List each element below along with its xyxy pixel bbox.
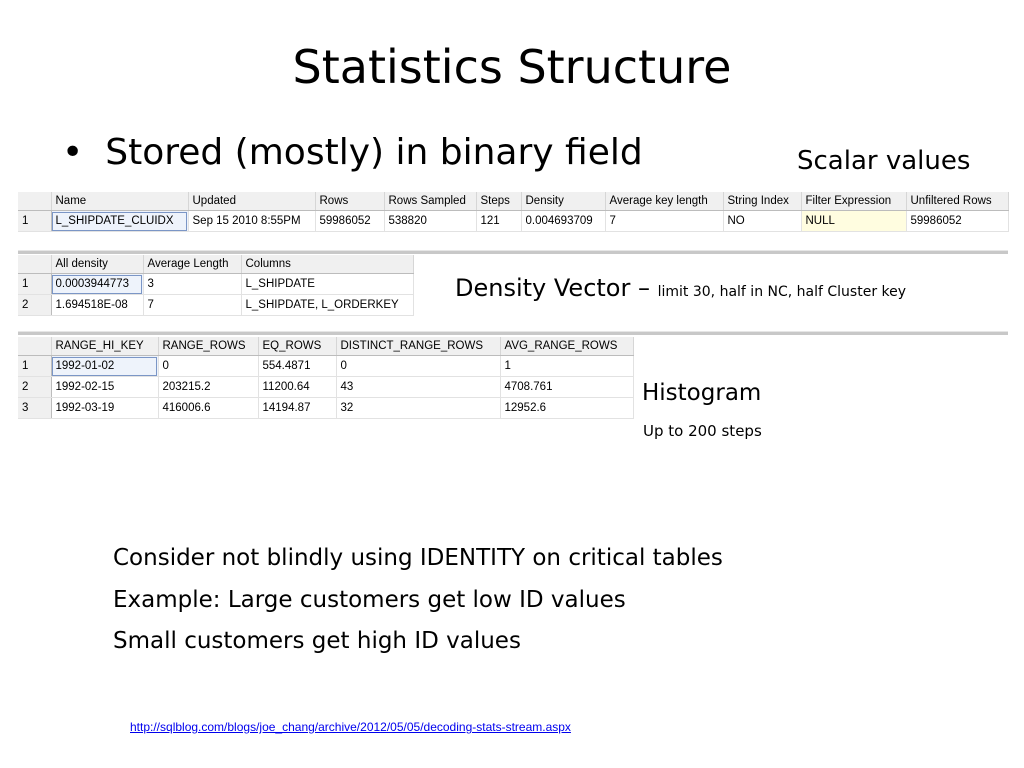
row-number[interactable]: 2 [18, 377, 51, 398]
table-row [18, 274, 413, 295]
source-link[interactable]: http://sqlblog.com/blogs/joe_chang/archive/2012/05/05/decoding-stats-stream.aspx [130, 720, 571, 734]
column-header[interactable]: Steps [476, 192, 521, 211]
grid-cell[interactable]: 203215.2 [158, 377, 258, 398]
density-vector-note: limit 30, half in NC, half Cluster key [657, 284, 907, 300]
grid-cell[interactable]: NULL [801, 211, 906, 232]
grid-cell[interactable]: 416006.6 [158, 398, 258, 419]
scalar-values-grid [18, 192, 1009, 232]
density-vector-grid [18, 255, 414, 316]
grid-cell[interactable]: 59986052 [906, 211, 1008, 232]
grid-cell[interactable]: 121 [476, 211, 521, 232]
grid-cell[interactable]: 7 [143, 295, 241, 316]
table-row [18, 356, 633, 377]
row-number[interactable]: 3 [18, 398, 51, 419]
grid-cell[interactable]: 1992-01-02 [51, 356, 158, 377]
grid-cell[interactable]: 43 [336, 377, 500, 398]
column-header[interactable]: All density [51, 255, 143, 274]
note-line-2: Example: Large customers get low ID values [113, 587, 626, 613]
note-line-1: Consider not blindly using IDENTITY on critical tables [113, 545, 723, 571]
column-header[interactable]: Name [51, 192, 188, 211]
note-line-3: Small customers get high ID values [113, 628, 521, 654]
slide-title: Statistics Structure [292, 40, 732, 94]
grid-cell[interactable]: 1 [500, 356, 633, 377]
grid-cell[interactable]: 0.004693709 [521, 211, 605, 232]
grid-cell[interactable]: 1992-03-19 [51, 398, 158, 419]
column-header[interactable]: Average Length [143, 255, 241, 274]
grid-cell[interactable]: 11200.64 [258, 377, 336, 398]
grid-cell[interactable]: 14194.87 [258, 398, 336, 419]
grid-cell[interactable]: 3 [143, 274, 241, 295]
column-header[interactable]: Average key length [605, 192, 723, 211]
column-header[interactable]: RANGE_HI_KEY [51, 337, 158, 356]
histogram-grid [18, 337, 634, 419]
column-header[interactable]: RANGE_ROWS [158, 337, 258, 356]
density-vector-title: Density Vector – [455, 274, 650, 302]
column-header[interactable]: Unfiltered Rows [906, 192, 1008, 211]
column-header[interactable]: Columns [241, 255, 413, 274]
column-header[interactable]: Rows [315, 192, 384, 211]
table-row [18, 377, 633, 398]
grid-corner [18, 255, 51, 274]
grid-header-row [18, 192, 1008, 211]
column-header[interactable]: EQ_ROWS [258, 337, 336, 356]
column-header[interactable]: Filter Expression [801, 192, 906, 211]
grid-cell[interactable]: NO [723, 211, 801, 232]
grid-cell[interactable]: 538820 [384, 211, 476, 232]
table-row [18, 295, 413, 316]
grid-cell[interactable]: L_SHIPDATE [241, 274, 413, 295]
grid-cell[interactable]: 0.0003944773 [51, 274, 143, 295]
grid-cell[interactable]: 554.4871 [258, 356, 336, 377]
grid-cell[interactable]: L_SHIPDATE_CLUIDX [51, 211, 188, 232]
grid-cell[interactable]: 12952.6 [500, 398, 633, 419]
grid-cell[interactable]: 7 [605, 211, 723, 232]
grid-cell[interactable]: 32 [336, 398, 500, 419]
row-number[interactable]: 1 [18, 274, 51, 295]
bullet-point [62, 132, 643, 173]
grid-cell[interactable]: 1992-02-15 [51, 377, 158, 398]
bullet-dot-icon: • [62, 132, 84, 173]
scalar-values-label: Scalar values [797, 146, 971, 176]
grid-separator [18, 250, 1008, 254]
grid-cell[interactable]: 0 [158, 356, 258, 377]
grid-cell[interactable]: L_SHIPDATE, L_ORDERKEY [241, 295, 413, 316]
grid-cell[interactable]: 59986052 [315, 211, 384, 232]
grid-cell[interactable]: Sep 15 2010 8:55PM [188, 211, 315, 232]
bullet-text: Stored (mostly) in binary field [105, 132, 643, 173]
row-number[interactable]: 1 [18, 356, 51, 377]
density-vector-label [455, 274, 906, 302]
column-header[interactable]: DISTINCT_RANGE_ROWS [336, 337, 500, 356]
histogram-label: Histogram [642, 380, 762, 406]
table-row [18, 211, 1008, 232]
grid-cell[interactable]: 4708.761 [500, 377, 633, 398]
column-header[interactable]: AVG_RANGE_ROWS [500, 337, 633, 356]
column-header[interactable]: Updated [188, 192, 315, 211]
grid-header-row [18, 337, 633, 356]
column-header[interactable]: Density [521, 192, 605, 211]
grid-corner [18, 337, 51, 356]
grid-cell[interactable]: 0 [336, 356, 500, 377]
column-header[interactable]: Rows Sampled [384, 192, 476, 211]
grid-corner [18, 192, 51, 211]
table-row [18, 398, 633, 419]
grid-header-row [18, 255, 413, 274]
grid-separator [18, 331, 1008, 335]
histogram-steps-note: Up to 200 steps [643, 422, 762, 440]
column-header[interactable]: String Index [723, 192, 801, 211]
row-number[interactable]: 2 [18, 295, 51, 316]
grid-cell[interactable]: 1.694518E-08 [51, 295, 143, 316]
row-number[interactable]: 1 [18, 211, 51, 232]
